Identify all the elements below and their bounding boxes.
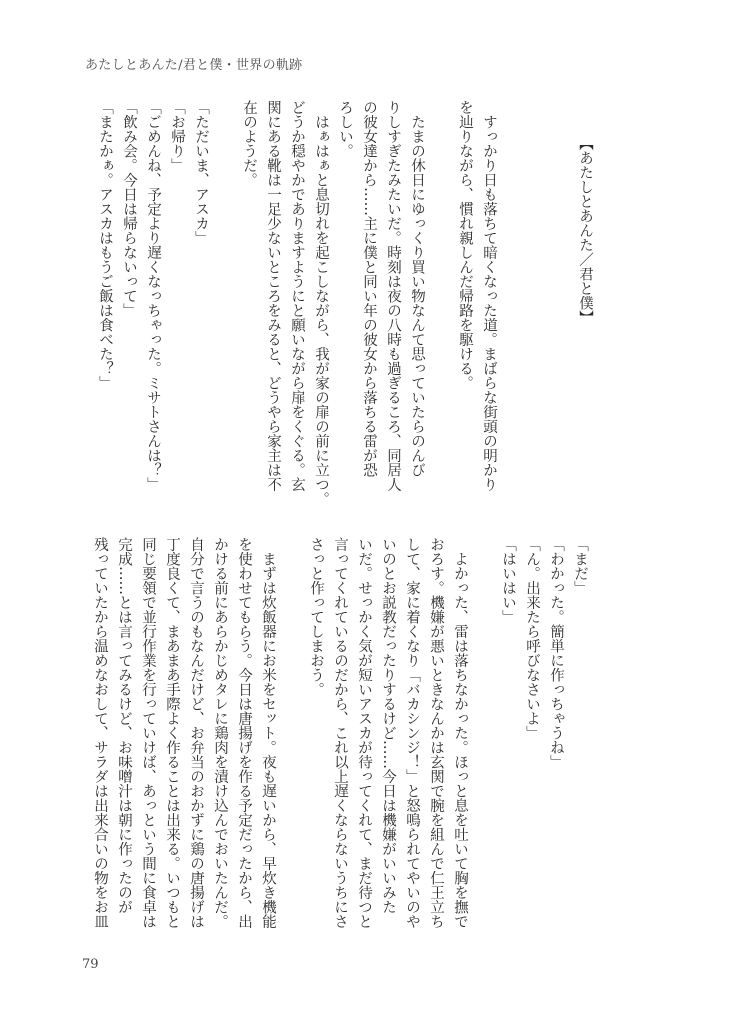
text-line: して、家に着くなり「バカシンジ！」と怒鳴られてやいのや (404, 537, 420, 929)
text-line: どうか穏やかでありますようにと願いながら扉をくぐる。玄 (289, 100, 305, 492)
text-line: 残っていたから温めなおして、サラダは出来合いの物をお皿 (92, 537, 108, 929)
text-line (549, 100, 573, 500)
text-line: りしすぎたみたいだ。時刻は夜の八時も過ぎるころ、同居人 (385, 100, 401, 492)
text-line: 「ん。出来たら呼びなさいよ」 (524, 537, 540, 740)
text-line: の彼女達から……主に僕と同い年の彼女から落ちる雷が恐 (361, 100, 377, 477)
text-line: 「わかった。簡単に作っちゃうね」 (548, 537, 564, 769)
text-line: 「まだ」 (572, 537, 588, 595)
text-line (472, 537, 496, 937)
text-line: 「ごめんね、予定より遅くなっちゃった。ミサトさんは？」 (145, 100, 161, 492)
text-line: を辿りながら、慣れ親しんだ帰路を駆ける。 (457, 100, 473, 390)
page-number: 79 (82, 957, 99, 972)
text-line: さっと作ってしまおう。 (308, 537, 324, 697)
text-line: いのとお説教だったりするけど……今日は機嫌がいいみた (380, 537, 396, 914)
text-line: 関にある靴は一足少ないところをみると、どうやら家主は不 (265, 100, 281, 492)
text-line: はぁはぁと息切れを起こしながら、我が家の扉の前に立つ。 (313, 100, 329, 506)
text-line: かける前にあらかじめタレに鶏肉を漬け込んでおいたんだ。 (212, 537, 228, 929)
text-line (213, 100, 237, 500)
text-line: 同じ要領で並行作業を行っていけば、あっという間に食卓は (140, 537, 156, 929)
text-line (429, 100, 453, 500)
text-line: 「またかぁ。アスカはもうご飯は食べた？」 (97, 100, 113, 390)
chapter-heading: 【あたしとあんた／君と僕】 (577, 100, 593, 325)
text-line: まずは炊飯器にお米をセット。夜も遅いから、早炊き機能 (260, 537, 276, 929)
text-line: 在のようだ。 (241, 100, 257, 187)
text-line: ろしい。 (337, 100, 353, 158)
text-line: 言ってくれているのだから、これ以上遅くならないうちにさ (332, 537, 348, 929)
text-line: 「ただいま、アスカ」 (193, 100, 209, 245)
text-line: たまの休日にゆっくり買い物なんて思っていたらのんび (409, 100, 425, 477)
text-line (280, 537, 304, 937)
text-line: 「お帰り」 (169, 100, 185, 173)
text-block-top (93, 100, 597, 506)
text-line: 「はいはい」 (500, 537, 516, 624)
text-line: いだ。せっかく気が短いアスカが待ってくれて、まだ待つと (356, 537, 372, 929)
text-line: 丁度良くて、まあまあ手際よく作ることは出来る。いつもと (164, 537, 180, 929)
text-line (525, 100, 549, 500)
text-line: すっかり日も落ちて暗くなった道。まばらな街頭の明かり (481, 100, 497, 492)
text-line: おろす。機嫌が悪いときなんかは玄関で腕を組んで仁王立ち (428, 537, 444, 929)
text-line: 完成……とは言ってみるけど、お味噌汁は朝に作ったのが (116, 537, 132, 914)
running-head: あたしとあんた/君と僕・世界の軌跡 (85, 58, 303, 73)
text-line: 自分で言うのもなんだけど、お弁当のおかずに鶏の唐揚げは (188, 537, 204, 929)
text-block-bottom (88, 537, 592, 937)
text-line: 「飲み会。今日は帰らないって」 (121, 100, 137, 318)
text-line (501, 100, 525, 500)
text-line: よかった、雷は落ちなかった。ほっと息を吐いて胸を撫で (452, 537, 468, 929)
text-line: を使わせてもらう。今日は唐揚げを作る予定だったから、出 (236, 537, 252, 929)
